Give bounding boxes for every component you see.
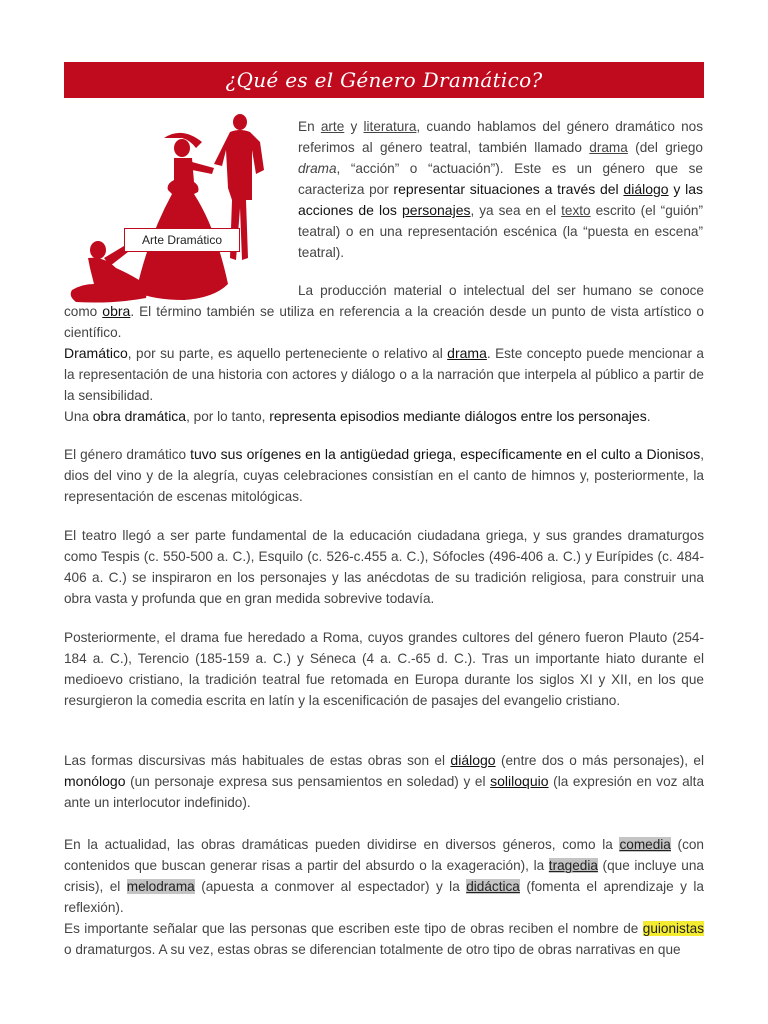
text: (un personaje expresa sus pensamientos en soledad) y el — [125, 774, 491, 789]
text: (la expresión en voz alta ante un interlocutor indefinido). — [64, 774, 704, 810]
text: En la actualidad, las obras dramáticas pueden dividirse en diversos géneros, como la — [64, 837, 620, 852]
text: (que incluye una crisis), el — [64, 858, 704, 894]
paragraph-obra-dramatica — [64, 406, 704, 427]
text: . — [646, 409, 651, 424]
paragraph-dramatico — [64, 343, 704, 406]
text: , ya sea en el — [470, 203, 562, 218]
text: (apuesta a conmover al espectador) y la — [194, 879, 467, 894]
text: , “acción” o “actuación”). Este es un género que se caracteriza por — [298, 161, 703, 197]
text: (entre dos o más personajes), el — [495, 753, 705, 768]
text: En — [298, 119, 321, 134]
link-drama-2[interactable]: drama — [447, 345, 487, 361]
text: El género dramático — [64, 447, 191, 462]
paragraph-obra-text — [64, 280, 704, 343]
link-personajes[interactable]: personajes — [402, 202, 471, 218]
paragraph-obra — [64, 280, 704, 343]
paragraph-intro — [298, 116, 703, 263]
actors-silhouette-icon — [64, 108, 290, 306]
link-texto[interactable]: texto — [561, 203, 591, 218]
emphasis-text: tuvo sus orígenes en la antigüedad griega, específicamente en el culto a Dionisos — [190, 446, 701, 462]
paragraph-origen — [64, 444, 704, 507]
link-literatura[interactable]: literatura — [363, 119, 417, 134]
text: y — [344, 119, 364, 134]
text: Una — [64, 409, 93, 424]
text: , por lo tanto, — [186, 409, 270, 424]
paragraph-formas — [64, 750, 704, 813]
text: Es importante señalar que las personas que escriben este tipo de obras reciben el nombre de — [64, 921, 643, 936]
emphasis-text: obra dramática — [92, 408, 187, 424]
italic-term: drama — [298, 161, 337, 176]
highlighted-term: melodrama — [126, 879, 195, 894]
link-obra[interactable]: obra — [102, 303, 131, 319]
link-dialogo-2[interactable]: diálogo — [450, 752, 496, 768]
text: Las formas discursivas más habituales de estas obras son el — [64, 753, 451, 768]
text: , cuando hablamos del género dramático nos referimos al género teatral, también llamado — [298, 119, 704, 155]
paragraph-guionistas — [64, 918, 704, 960]
emphasis-text: monólogo — [64, 773, 126, 789]
text: (con contenidos que buscan generar risas a partir del absurdo o la exageración), la — [64, 837, 704, 873]
paragraph-teatro-griego: El teatro llegó a ser parte fundamental de la educación ciudadana griega, y sus grandes dramaturgos como Tespis (c. 550-500 a. C.), Esquilo (c. 526-c.455 a. C.), Sófocles (496-406 a. C.) y Eurípides (c. 484-406 a. C.) se inspiraron en los personajes y las anécdotas de su tradición religiosa, para construir una obra vasta y profunda que en gran medida sobrevive todavía. — [64, 528, 704, 606]
page-title: ¿Qué es el Género Dramático? — [225, 68, 543, 92]
text: . Este concepto puede mencionar a la representación de una historia con actores y diálogo o a la narración que interpela al público a partir de la sensibilidad. — [64, 346, 704, 403]
emphasis-text: representa episodios mediante diálogos entre los personajes — [269, 408, 647, 424]
figure-label: Arte Dramático — [124, 228, 240, 252]
link-dialogo[interactable]: diálogo — [623, 181, 669, 197]
link-tragedia[interactable]: tragedia — [548, 858, 598, 873]
emphasis-text: y las acciones de los — [298, 181, 703, 218]
text: (fomenta el aprendizaje y la reflexión). — [64, 879, 704, 915]
text: , por su parte, es aquello perteneciente o relativo al — [127, 346, 448, 361]
link-comedia[interactable]: comedia — [619, 837, 671, 852]
text: o dramaturgos. A su vez, estas obras se diferencian totalmente de otro tipo de obras narrativas en que — [64, 942, 681, 957]
paragraph-roma: Posteriormente, el drama fue heredado a Roma, cuyos grandes cultores del género fueron Plauto (254-184 a. C.), Terencio (185-159 a. C.) y Séneca (4 a. C.-65 d. C.). Tras un importante hiato durante el medioevo cristiano, la tradición teatral fue retomada en Europa durante los siglos XI y XII, en los que resurgieron la comedia escrita en latín y la escenificación de pasajes del evangelio cristiano. — [64, 630, 704, 708]
paragraph-generos — [64, 834, 704, 918]
emphasis-text: Dramático — [64, 345, 128, 361]
link-soliloquio[interactable]: soliloquio — [490, 773, 549, 789]
highlighted-term: guionistas — [642, 921, 704, 936]
link-didactica[interactable]: didáctica — [466, 879, 520, 894]
text: (del griego — [627, 140, 703, 155]
text: , dios del vino y de la alegría, cuyas celebraciones consistían en el canto de himnos y, posteriormente, la representación de escenas mitológicas. — [64, 447, 704, 504]
emphasis-text: representar situaciones a través del — [393, 181, 624, 197]
link-drama[interactable]: drama — [589, 140, 628, 155]
text: La producción material o intelectual del ser humano se conoce como — [64, 283, 704, 319]
title-bar — [64, 62, 704, 98]
text: escrito (el “guión” teatral) o en una representación escénica (la “puesta en escena” teatral). — [298, 203, 703, 260]
theatre-figure-illustration — [64, 108, 290, 306]
link-arte[interactable]: arte — [320, 119, 345, 134]
text: . El término también se utiliza en referencia a la creación desde un punto de vista artístico o científico. — [64, 304, 704, 340]
